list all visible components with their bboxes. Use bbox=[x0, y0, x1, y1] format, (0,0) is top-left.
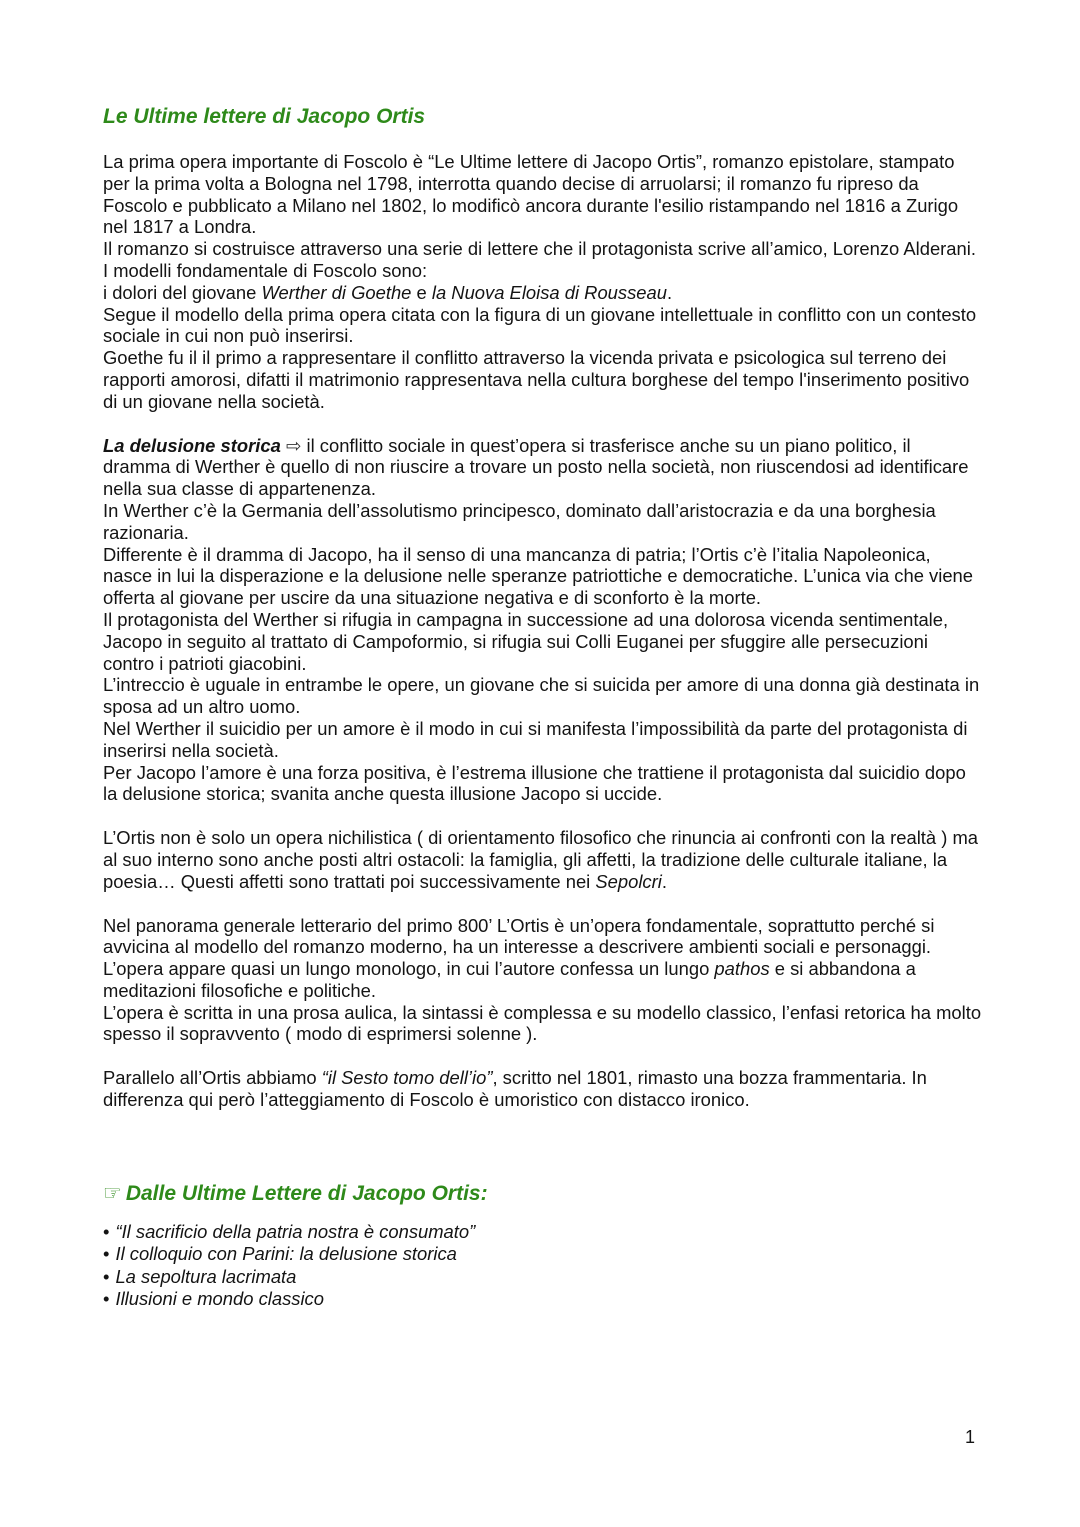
page-number: 1 bbox=[964, 1427, 975, 1447]
arrow-right-icon: ⇨ bbox=[285, 434, 302, 456]
list-item: • “Il sacrificio della patria nostra è consumato” bbox=[103, 1221, 983, 1244]
panorama-prefix: L’opera appare quasi un lungo monologo, in cui l’autore confessa un lungo bbox=[103, 958, 715, 980]
spacer bbox=[103, 413, 983, 435]
pathos-term: pathos bbox=[714, 958, 770, 980]
models-and: e bbox=[411, 281, 432, 303]
panorama-paragraph: L’opera è scritta in una prosa aulica, la sintassi è complessa e su modello classico, l’enfasi retorica ha molto spesso il sopravvento ( modo di esprimersi solenne ). bbox=[103, 1001, 982, 1045]
document-page bbox=[103, 104, 983, 1311]
extracts-heading bbox=[103, 1181, 983, 1207]
list-item: • Illusioni e mondo classico bbox=[103, 1288, 983, 1311]
sesto-tomo-title: “il Sesto tomo dell’io” bbox=[321, 1067, 493, 1089]
delusione-section bbox=[103, 435, 983, 806]
spacer bbox=[103, 1111, 983, 1181]
panorama-paragraph bbox=[103, 958, 983, 1002]
delusione-paragraph: Differente è il dramma di Jacopo, ha il senso di una mancanza di patria; l’Ortis c’è l’italia Napoleonica, nasce in lui la disperazione e la delusione nelle speranze patriottiche e democratiche. L’unica via che viene offerta al giovane per uscire da una situazione negativa e di sconforto è la morte. bbox=[103, 543, 974, 609]
spacer bbox=[103, 1045, 983, 1067]
spacer bbox=[103, 893, 983, 915]
delusione-paragraph: L’intreccio è uguale in entrambe le opere, un giovane che si suicida per amore di una donna già destinata in sposa ad un altro uomo. bbox=[103, 674, 980, 718]
delusione-paragraph bbox=[103, 435, 983, 500]
sesto-suffix: , scritto nel 1801, rimasto una bozza frammentaria. In differenza qui però l’atteggiamento di Foscolo è umoristico con distacco ironico. bbox=[103, 1067, 927, 1111]
extracts-list bbox=[103, 1221, 983, 1311]
werther-title: Werther di Goethe bbox=[261, 281, 412, 303]
sesto-tomo-paragraph bbox=[103, 1067, 983, 1111]
intro-paragraph: La prima opera importante di Foscolo è “Le Ultime lettere di Jacopo Ortis”, romanzo epistolare, stampato per la prima volta a Bologna nel 1798, interrotta quando decise di arruolarsi; il romanzo fu ripreso da Foscolo e pubblicato a Milano nel 1802, lo modificò ancora durante l'esilio ristampando nel 1816 a Zurigo nel 1817 a Londra. bbox=[103, 151, 959, 238]
delusione-paragraph: In Werther c’è la Germania dell’assolutismo principesco, dominato dall’aristocrazia e da una borghesia razionaria. bbox=[103, 499, 936, 543]
spacer bbox=[103, 805, 983, 827]
panorama-suffix: e si abbandona a meditazioni filosofiche e politiche. bbox=[103, 958, 916, 1001]
pointing-hand-icon: ☞ bbox=[103, 1181, 122, 1205]
models-line bbox=[103, 282, 983, 304]
nichilismo-paragraph bbox=[103, 827, 983, 892]
panorama-section bbox=[103, 915, 983, 1046]
delusione-text: il conflitto sociale in quest’opera si trasferisce anche su un piano politico, il dramma di Werther è quello di non riuscire a trovare un posto nella società, non riuscendosi ad identificare nella sua classe di appartenenza. bbox=[103, 434, 969, 500]
intro-paragraph: Segue il modello della prima opera citata con la figura di un giovane intellettuale in conflitto con un contesto sociale in cui non può inserirsi. bbox=[103, 303, 977, 347]
delusione-paragraph: Nel Werther il suicidio per un amore è il modo in cui si manifesta l’impossibilità da parte del protagonista di inserirsi nella società. bbox=[103, 717, 968, 761]
nichilismo-end: . bbox=[661, 870, 667, 892]
intro-paragraph: I modelli fondamentale di Foscolo sono: bbox=[103, 259, 428, 281]
delusione-paragraph: Il protagonista del Werther si rifugia in campagna in successione ad una dolorosa vicenda sentimentale, Jacopo in seguito al trattato di Campoformio, si rifugia sui Colli Euganei per sfuggire alle persecuzioni contro i patrioti giacobini. bbox=[103, 608, 949, 674]
sepolcri-title: Sepolcri bbox=[595, 870, 662, 892]
delusione-paragraph: Per Jacopo l’amore è una forza positiva, è l’estrema illusione che trattiene il protagonista dal suicidio dopo la delusione storica; svanita anche questa illusione Jacopo si uccide. bbox=[103, 761, 966, 805]
panorama-paragraph: Nel panorama generale letterario del primo 800’ L’Ortis è un’opera fondamentale, soprattutto perché si avvicina al modello del romanzo moderno, ha un interesse a descrivere ambienti sociali e personaggi. bbox=[103, 914, 935, 958]
list-item: • La sepoltura lacrimata bbox=[103, 1266, 983, 1289]
sesto-prefix: Parallelo all’Ortis abbiamo bbox=[103, 1067, 322, 1089]
extracts-heading-text: Dalle Ultime Lettere di Jacopo Ortis: bbox=[125, 1181, 488, 1205]
intro-paragraph: Il romanzo si costruisce attraverso una serie di lettere che il protagonista scrive all’amico, Lorenzo Alderani. bbox=[103, 238, 976, 260]
delusione-lead: La delusione storica bbox=[103, 434, 281, 456]
page-title: Le Ultime lettere di Jacopo Ortis bbox=[103, 105, 426, 128]
intro-section bbox=[103, 151, 983, 413]
models-prefix: i dolori del giovane bbox=[103, 281, 262, 303]
intro-paragraph: Goethe fu il il primo a rappresentare il conflitto attraverso la vicenda privata e psicologica sul terreno dei rapporti amorosi, difatti il matrimonio rappresentava nella cultura borghese del tempo l'inserimento positivo di un giovane nella società. bbox=[103, 347, 970, 412]
list-item: • Il colloquio con Parini: la delusione storica bbox=[103, 1243, 983, 1266]
eloisa-title: la Nuova Eloisa di Rousseau bbox=[431, 281, 667, 303]
nichilismo-text: L’Ortis non è solo un opera nichilistica ( di orientamento filosofico che rinuncia ai confronti con la realtà ) ma al suo interno sono anche posti altri ostacoli: la famiglia, gli affetti, la tradizione delle culturale italiane, la poesia… Questi affetti sono trattati poi successivamente nei bbox=[103, 827, 979, 892]
models-suffix: . bbox=[667, 281, 673, 303]
